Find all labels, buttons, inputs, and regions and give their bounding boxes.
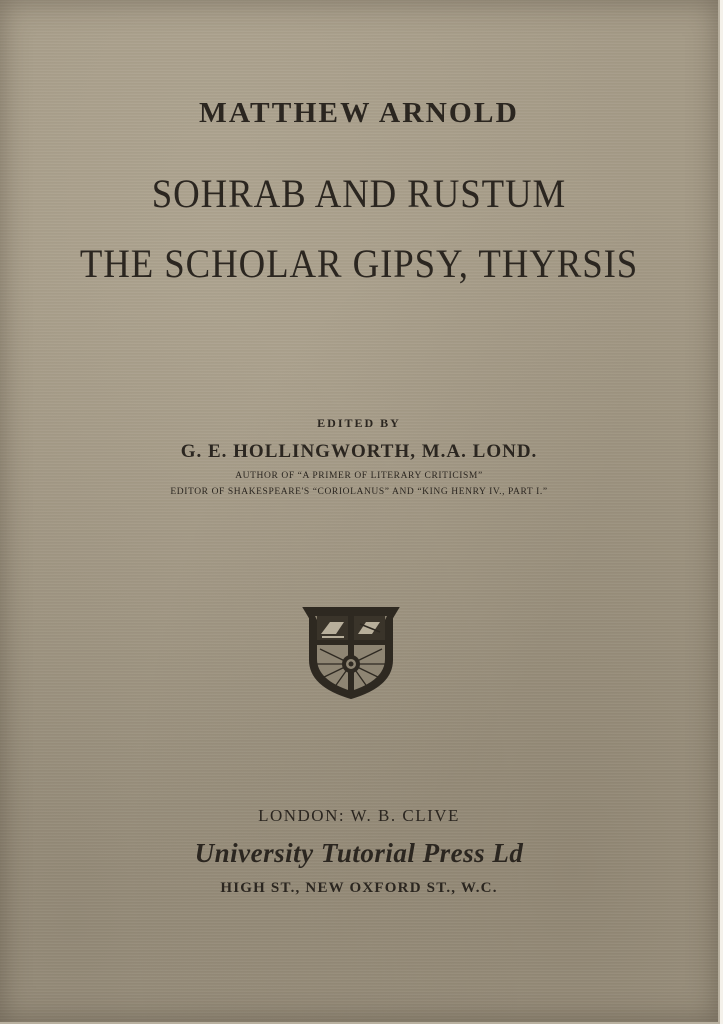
publisher-location: LONDON: W. B. CLIVE xyxy=(258,806,460,825)
shield-emblem-icon xyxy=(300,604,402,702)
publisher-name: University Tutorial Press Ld xyxy=(194,838,524,868)
author-name: MATTHEW ARNOLD xyxy=(199,98,519,129)
editor-name: G. E. HOLLINGWORTH, M.A. LOND. xyxy=(180,441,538,462)
title-line-1: SOHRAB AND RUSTUM xyxy=(151,171,567,216)
edited-by-label: EDITED BY xyxy=(317,416,401,430)
editor-credit-2: EDITOR OF SHAKESPEARE'S “CORIOLANUS” AND “KING HENRY IV., PART I.” xyxy=(170,487,548,497)
editor-credit-1: AUTHOR OF “A PRIMER OF LITERARY CRITICISM” xyxy=(235,471,483,481)
publisher-address: HIGH ST., NEW OXFORD ST., W.C. xyxy=(220,880,498,896)
title-line-2: THE SCHOLAR GIPSY, THYRSIS xyxy=(79,241,639,286)
